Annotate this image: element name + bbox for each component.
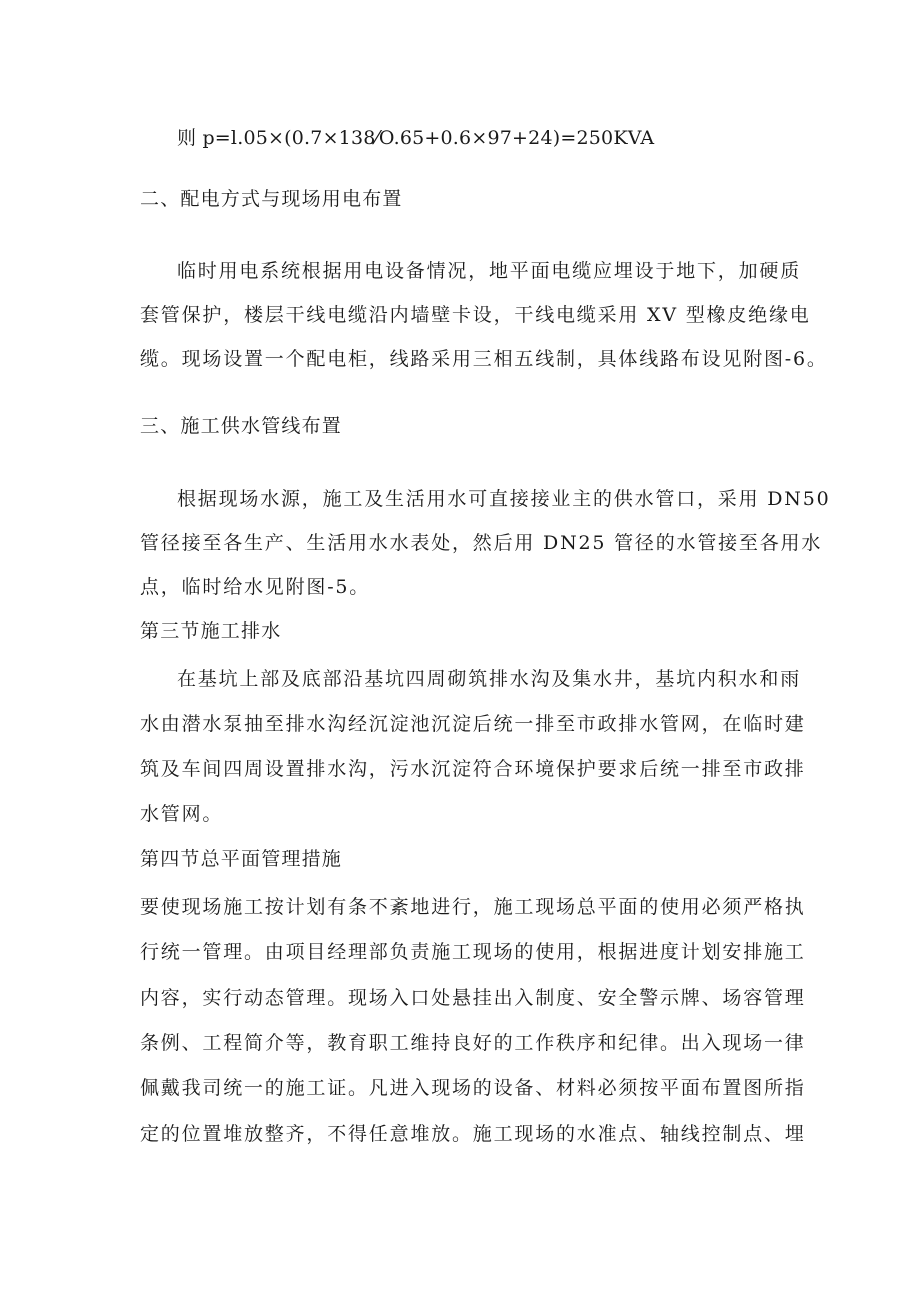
para-mgmt-line-6: 定的位置堆放整齐，不得任意堆放。施工现场的水准点、轴线控制点、埋 (140, 1123, 806, 1145)
para-water-line-2: 管径接至各生产、生活用水水表处，然后用 DN25 管径的水管接至各用水 (140, 532, 823, 554)
para-mgmt-line-1: 要使现场施工按计划有条不紊地进行，施工现场总平面的使用必须严格执 (140, 896, 806, 918)
para-power-line-3: 缆。现场设置一个配电柜，线路采用三相五线制，具体线路布设见附图-6。 (140, 348, 828, 370)
para-mgmt-line-2: 行统一管理。由项目经理部负责施工现场的使用，根据进度计划安排施工 (140, 941, 806, 963)
para-power-line-1: 临时用电系统根据用电设备情况，地平面电缆应埋设于地下，加硬质 (177, 260, 802, 282)
formula-line: 则 p=l.05×(0.7×138⁄O.65+0.6×97+24)=250KVA (177, 127, 655, 149)
para-drain-line-1: 在基坑上部及底部沿基坑四周砌筑排水沟及集水井，基坑内积水和雨 (177, 668, 802, 690)
para-mgmt-line-5: 佩戴我司统一的施工证。凡进入现场的设备、材料必须按平面布置图所指 (140, 1077, 806, 1099)
para-water-line-3: 点，临时给水见附图-5。 (140, 576, 371, 598)
para-drain-line-3: 筑及车间四周设置排水沟，污水沉淀符合环境保护要求后统一排至市政排 (140, 758, 806, 780)
para-mgmt-line-4: 条例、工程简介等，教育职工维持良好的工作秩序和纪律。出入现场一律 (140, 1032, 806, 1054)
para-mgmt-line-3: 内容，实行动态管理。现场入口处悬挂出入制度、安全警示牌、场容管理 (140, 987, 806, 1009)
para-water-line-1: 根据现场水源，施工及生活用水可直接接业主的供水管口，采用 DN50 (177, 488, 831, 510)
para-drain-line-2: 水由潜水泵抽至排水沟经沉淀池沉淀后统一排至市政排水管网，在临时建 (140, 713, 806, 735)
section-3-heading: 三、施工供水管线布置 (140, 415, 343, 437)
section-drain-heading: 第三节施工排水 (140, 620, 282, 642)
section-mgmt-heading: 第四节总平面管理措施 (140, 848, 343, 870)
para-power-line-2: 套管保护，楼层干线电缆沿内墙壁卡设，干线电缆采用 XV 型橡皮绝缘电 (140, 304, 811, 326)
para-drain-line-4: 水管网。 (140, 803, 224, 825)
section-2-heading: 二、配电方式与现场用电布置 (140, 188, 403, 210)
